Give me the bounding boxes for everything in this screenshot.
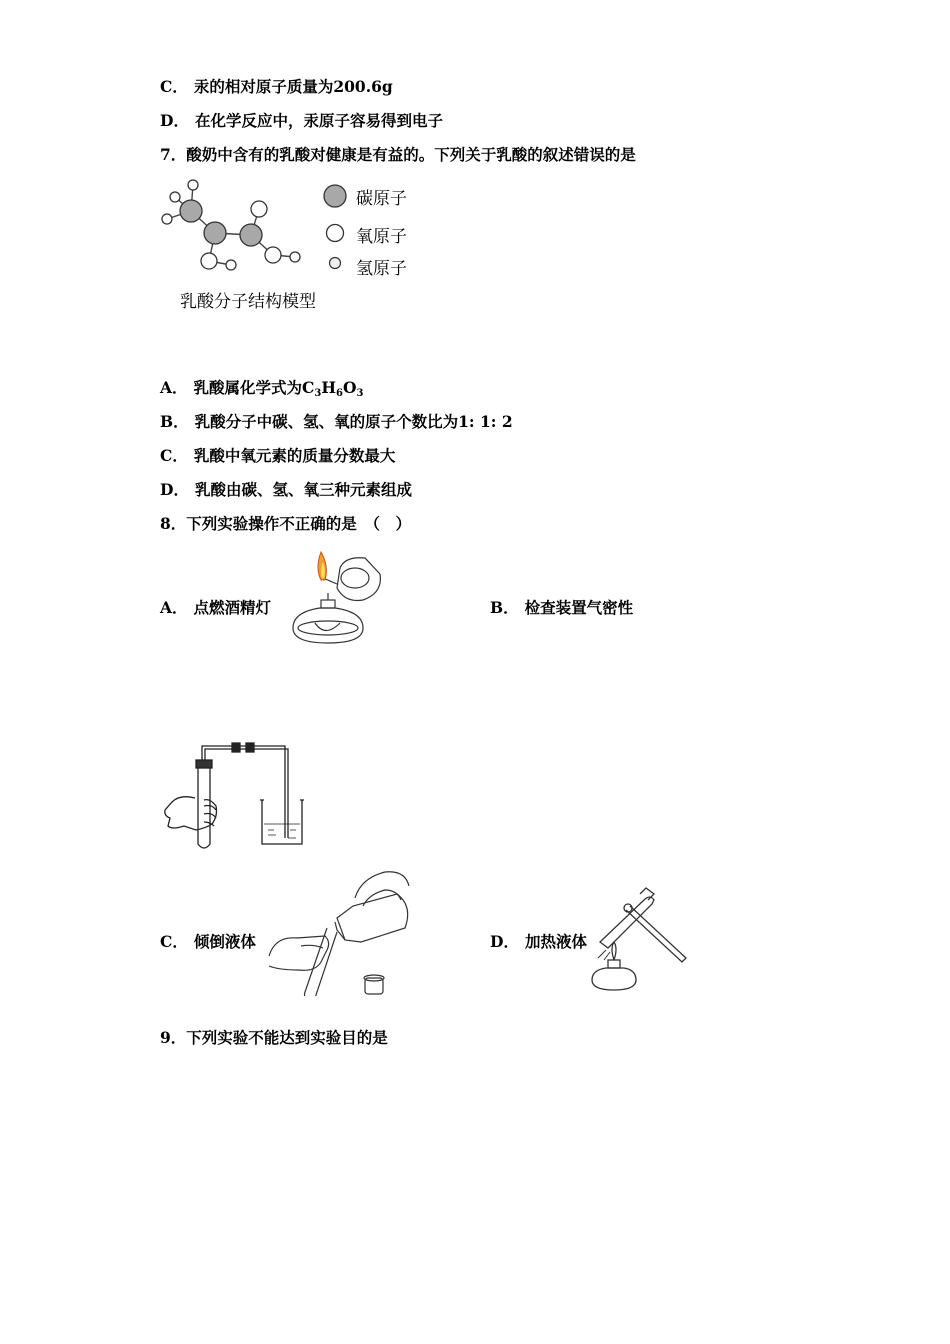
carbon-atom — [240, 224, 262, 246]
option-text: 点燃酒精灯 — [193, 598, 272, 617]
q8-option-a — [160, 598, 271, 618]
q7-option-c — [160, 446, 395, 466]
option-text: 乳酸属化学式为 — [193, 378, 303, 397]
q8-stem: 8．下列实验操作不正确的是 （ ） — [160, 514, 412, 533]
option-label: B． — [490, 598, 519, 617]
legend-hydrogen-icon — [327, 255, 343, 271]
option-label: D． — [160, 111, 189, 130]
option-text: 检查装置气密性 — [524, 598, 634, 617]
q8-option-b — [490, 598, 633, 618]
q7-option-b — [160, 412, 513, 432]
option-label: C． — [160, 446, 188, 465]
formula-sub-h: 6 — [336, 388, 343, 399]
carbon-atom — [204, 222, 226, 244]
q7-option-a — [160, 378, 363, 404]
pouring-liquid-figure — [265, 866, 415, 996]
q8-option-c — [160, 932, 256, 952]
carbon-atom — [180, 200, 202, 222]
option-label: D． — [160, 480, 189, 499]
lactic-acid-model-figure — [155, 175, 305, 275]
option-label: C． — [160, 77, 188, 96]
option-label: A． — [160, 378, 188, 397]
option-text: 加热液体 — [524, 932, 587, 951]
option-text: 倾倒液体 — [193, 932, 256, 951]
hydrogen-atom — [290, 252, 300, 262]
option-text: 在化学反应中，汞原子容易得到电子 — [194, 111, 443, 130]
formula-element-h: H — [321, 378, 337, 397]
oxygen-atom — [265, 247, 281, 263]
legend-oxygen-label: 氧原子 — [356, 227, 407, 247]
hydrogen-atom — [170, 192, 180, 202]
legend-carbon-label: 碳原子 — [356, 189, 407, 209]
alcohol-lamp-lighting-figure — [285, 548, 390, 650]
option-label: B． — [160, 412, 189, 431]
option-label: A． — [160, 598, 188, 617]
legend-carbon-icon — [322, 183, 348, 209]
hydrogen-atom — [162, 214, 172, 224]
option-label: D． — [490, 932, 519, 951]
oxygen-atom — [201, 253, 217, 269]
q9-stem: 9．下列实验不能达到实验目的是 — [160, 1028, 388, 1047]
option-text: 汞的相对原子质量为200.6g — [193, 77, 393, 96]
airtightness-check-figure — [160, 738, 315, 850]
q7-option-d — [160, 480, 412, 500]
option-text: 乳酸由碳、氢、氧三种元素组成 — [194, 480, 412, 499]
hydrogen-atom — [188, 180, 198, 190]
option-label: C． — [160, 932, 188, 951]
legend-hydrogen-label: 氢原子 — [356, 259, 407, 279]
option-text: 乳酸分子中碳、氢、氧的原子个数比为1: 1: 2 — [194, 412, 513, 431]
q6-option-c — [160, 77, 393, 97]
option-text: 乳酸中氧元素的质量分数最大 — [193, 446, 396, 465]
formula-sub-o: 3 — [356, 388, 364, 399]
q8-option-d — [490, 932, 587, 952]
formula-sub-c: 3 — [314, 388, 322, 399]
formula-element-c: C — [302, 378, 315, 397]
oxygen-atom — [251, 201, 267, 217]
figure-caption: 乳酸分子结构模型 — [180, 292, 316, 312]
q6-option-d — [160, 111, 443, 131]
formula-element-o: O — [342, 378, 357, 397]
heating-liquid-figure — [580, 886, 695, 998]
hydrogen-atom — [226, 260, 236, 270]
q7-stem: 7．酸奶中含有的乳酸对健康是有益的。下列关于乳酸的叙述错误的是 — [160, 145, 636, 164]
legend-oxygen-icon — [324, 222, 346, 244]
